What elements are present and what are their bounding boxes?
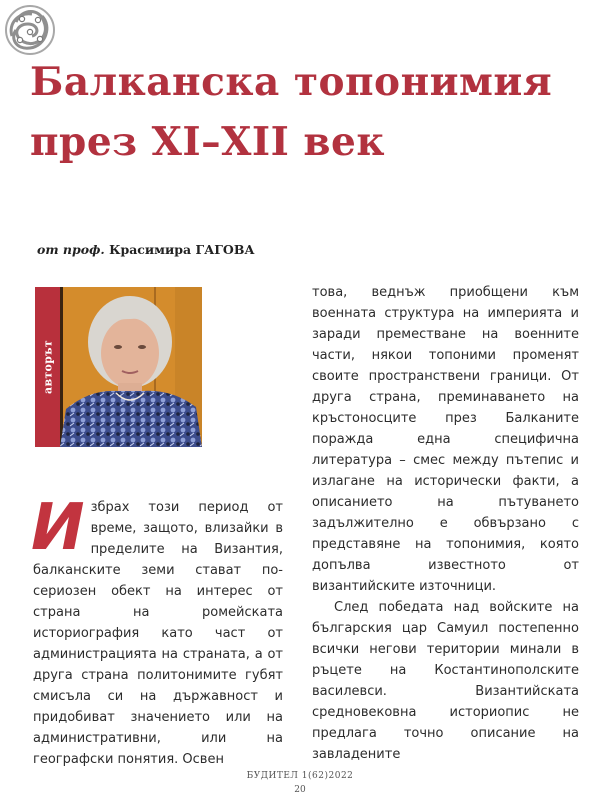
- drop-cap: И: [31, 491, 85, 565]
- author-label: авторът: [41, 340, 54, 394]
- byline-author: Красимира ГАГОВА: [109, 242, 255, 257]
- title-line-1: Балканска топонимия: [30, 59, 553, 105]
- article-column-left: [31, 491, 283, 770]
- celtic-knot-ornament-icon: [2, 2, 58, 58]
- byline-prefix: от проф.: [37, 242, 105, 257]
- byline: [37, 242, 255, 257]
- title-line-2: през XI–XII век: [30, 119, 385, 165]
- paragraph-1-text: збрах този период от време, защото, влизайки в пределите на Византия, балканските земи стават по-сериозен обект на интерес от страна на ромейската историография като част от администрацията на страната, а от друга страна политонимите губят смисъла си на държавност и придобиват значението или на административни, или на географски понятия. Освен: [33, 500, 283, 767]
- paragraph-1-continued: това, веднъж приобщени към военната структура на империята и заради преместване на военните части, някои топоними променят своите пространствени граници. От друга страна, преминаването на кръстоносците през Балканите поражда една специфична литература – смес между пътепис и излагане на исторически факти, а описанието на пътуването задължително е обвързано с представяне на топонимия, която допълва известното от византийските източници.: [312, 285, 579, 594]
- article-title: [30, 52, 552, 172]
- paragraph-2: След победата над войските на българския цар Самуил постепенно всички негови територии минали в ръцете на Костантинополските василевси. Византийската средновековна историопис не предлага точно описание на завладените: [312, 600, 579, 762]
- author-photo: [60, 287, 202, 447]
- paragraph-1: [31, 491, 283, 770]
- footer-issue: БУДИТЕЛ 1(62)2022: [246, 771, 354, 781]
- article-column-right: [312, 282, 579, 765]
- author-box: [35, 287, 202, 447]
- page-number: 20: [294, 785, 306, 795]
- author-label-band: [35, 287, 60, 447]
